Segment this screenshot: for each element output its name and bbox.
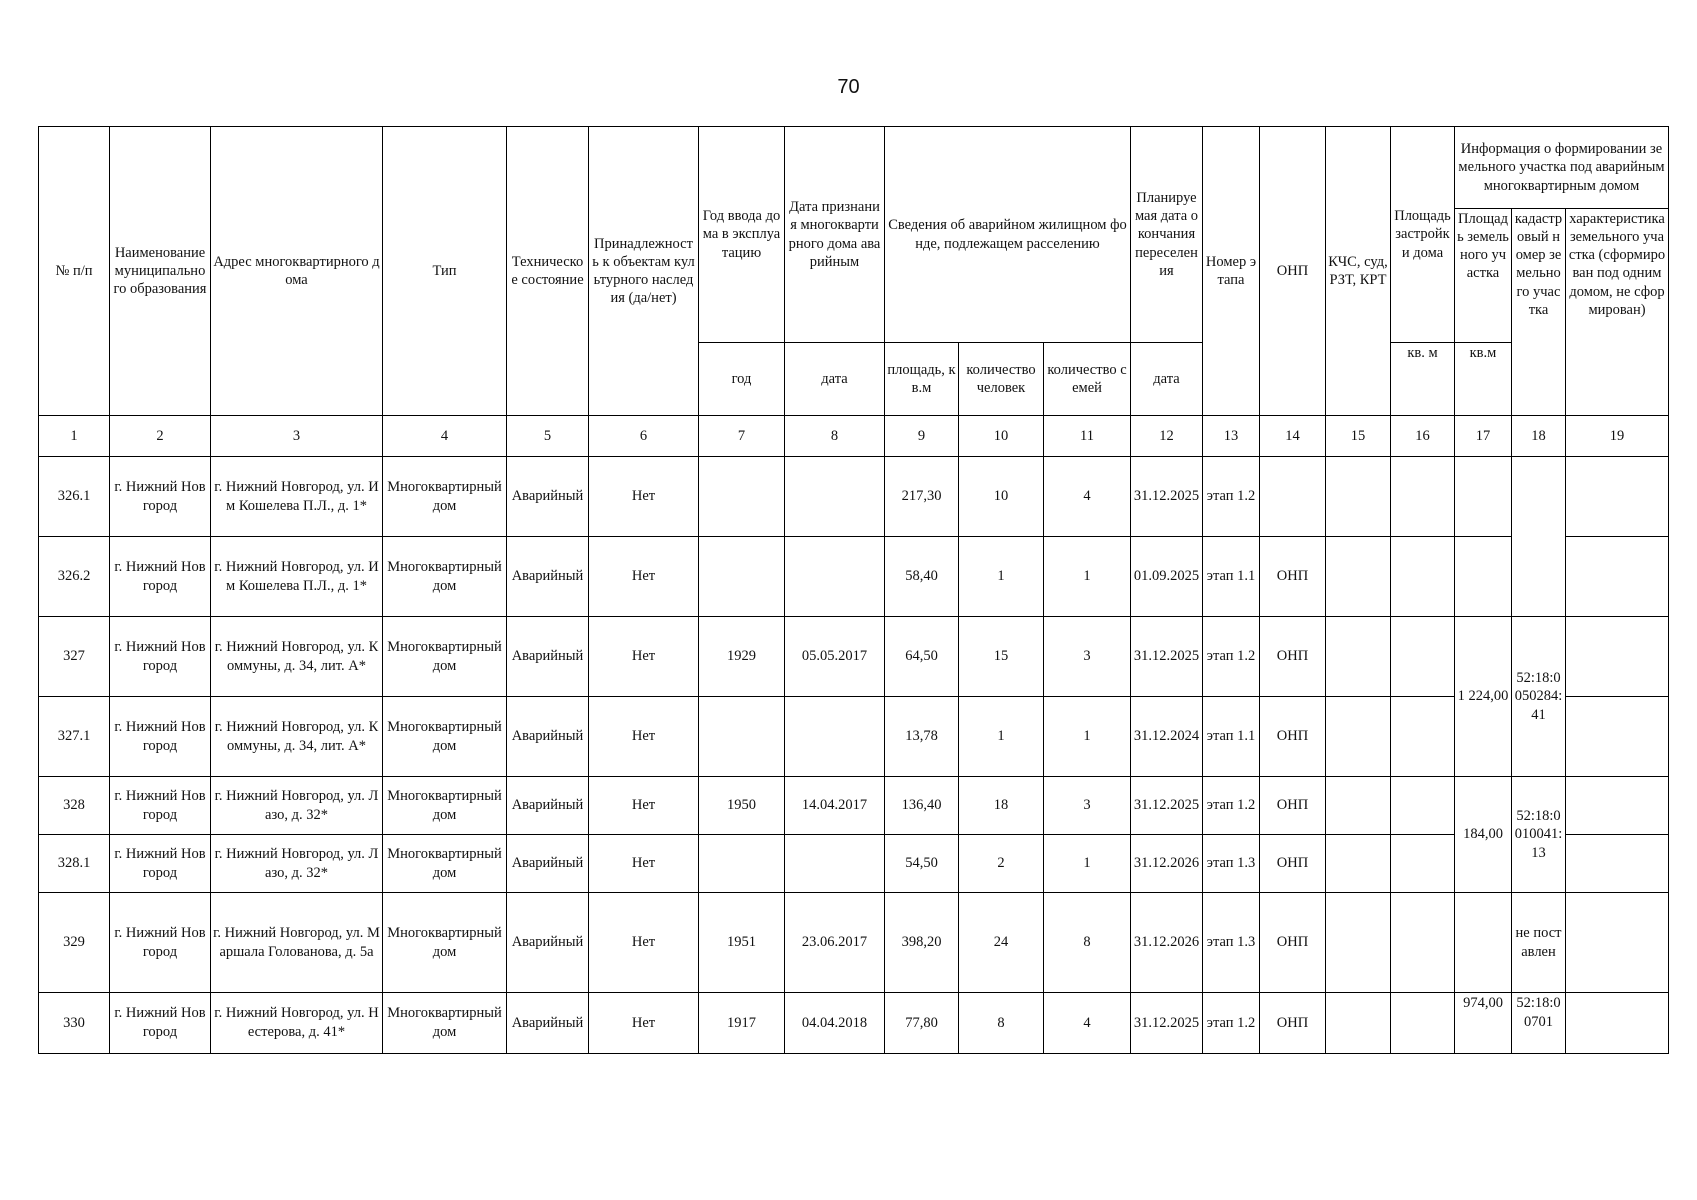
cell-kchs bbox=[1326, 697, 1391, 777]
cell-plan-date: 31.12.2025 bbox=[1131, 457, 1203, 537]
column-number: 6 bbox=[589, 416, 699, 457]
cell-people: 24 bbox=[959, 893, 1044, 993]
cell-kchs bbox=[1326, 537, 1391, 617]
cell-state: Аварийный bbox=[507, 777, 589, 835]
cell-build-area bbox=[1391, 537, 1455, 617]
cell-families: 3 bbox=[1044, 617, 1131, 697]
cell-people: 2 bbox=[959, 835, 1044, 893]
cell-number: 327.1 bbox=[39, 697, 110, 777]
header-municipality: Наименование муниципального образования bbox=[110, 127, 211, 416]
cell-address: г. Нижний Новгород, ул. Нестерова, д. 41* bbox=[211, 993, 383, 1054]
cell-kchs bbox=[1326, 617, 1391, 697]
header-cadastral: кадастровый номер земельного участка bbox=[1512, 209, 1566, 416]
cell-date bbox=[785, 835, 885, 893]
column-number: 3 bbox=[211, 416, 383, 457]
cell-land-character bbox=[1566, 697, 1669, 777]
column-number: 10 bbox=[959, 416, 1044, 457]
cell-families: 4 bbox=[1044, 993, 1131, 1054]
cell-land-area: 1 224,00 bbox=[1455, 617, 1512, 777]
cell-area: 217,30 bbox=[885, 457, 959, 537]
cell-kchs bbox=[1326, 777, 1391, 835]
cell-families: 8 bbox=[1044, 893, 1131, 993]
cell-cadastral: 52:18:0050284:41 bbox=[1512, 617, 1566, 777]
column-number: 8 bbox=[785, 416, 885, 457]
cell-kchs bbox=[1326, 893, 1391, 993]
header-land-area: Площадь земельного участка bbox=[1455, 209, 1512, 343]
cell-type: Многоквартирный дом bbox=[383, 697, 507, 777]
cell-area: 64,50 bbox=[885, 617, 959, 697]
cell-stage: этап 1.3 bbox=[1203, 893, 1260, 993]
column-number: 7 bbox=[699, 416, 785, 457]
subheader-date: дата bbox=[785, 343, 885, 416]
cell-land-area bbox=[1455, 893, 1512, 993]
cell-families: 1 bbox=[1044, 697, 1131, 777]
header-stage: Номер этапа bbox=[1203, 127, 1260, 416]
cell-stage: этап 1.3 bbox=[1203, 835, 1260, 893]
header-number: № п/п bbox=[39, 127, 110, 416]
subheader-area: площадь, кв.м bbox=[885, 343, 959, 416]
cell-number: 326.1 bbox=[39, 457, 110, 537]
emergency-housing-table bbox=[38, 126, 1669, 1054]
cell-onp: ОНП bbox=[1260, 617, 1326, 697]
cell-build-area bbox=[1391, 993, 1455, 1054]
cell-type: Многоквартирный дом bbox=[383, 835, 507, 893]
cell-land-character bbox=[1566, 537, 1669, 617]
cell-address: г. Нижний Новгород, ул. Им Кошелева П.Л., д. 1* bbox=[211, 457, 383, 537]
column-number: 17 bbox=[1455, 416, 1512, 457]
cell-cadastral: не поставлен bbox=[1512, 893, 1566, 993]
cell-plan-date: 01.09.2025 bbox=[1131, 537, 1203, 617]
cell-year: 1929 bbox=[699, 617, 785, 697]
column-number: 11 bbox=[1044, 416, 1131, 457]
cell-year bbox=[699, 537, 785, 617]
header-tech-state: Техническое состояние bbox=[507, 127, 589, 416]
table-row bbox=[39, 893, 1669, 993]
cell-stage: этап 1.2 bbox=[1203, 457, 1260, 537]
subheader-plan-date: дата bbox=[1131, 343, 1203, 416]
cell-land-area bbox=[1455, 457, 1512, 537]
cell-plan-date: 31.12.2026 bbox=[1131, 893, 1203, 993]
cell-onp: ОНП bbox=[1260, 893, 1326, 993]
cell-land-area bbox=[1455, 537, 1512, 617]
cell-address: г. Нижний Новгород, ул. Маршала Голованова, д. 5а bbox=[211, 893, 383, 993]
cell-address: г. Нижний Новгород, ул. Им Кошелева П.Л., д. 1* bbox=[211, 537, 383, 617]
cell-land-character bbox=[1566, 777, 1669, 835]
table-row bbox=[39, 835, 1669, 893]
cell-build-area bbox=[1391, 617, 1455, 697]
cell-land-character bbox=[1566, 993, 1669, 1054]
cell-families: 3 bbox=[1044, 777, 1131, 835]
cell-municipality: г. Нижний Новгород bbox=[110, 993, 211, 1054]
cell-heritage: Нет bbox=[589, 835, 699, 893]
cell-land-character bbox=[1566, 457, 1669, 537]
header-emergency-fund: Сведения об аварийном жилищном фонде, подлежащем расселению bbox=[885, 127, 1131, 343]
cell-kchs bbox=[1326, 457, 1391, 537]
cell-type: Многоквартирный дом bbox=[383, 537, 507, 617]
cell-people: 1 bbox=[959, 537, 1044, 617]
cell-onp bbox=[1260, 457, 1326, 537]
table-row bbox=[39, 537, 1669, 617]
cell-number: 328 bbox=[39, 777, 110, 835]
cell-plan-date: 31.12.2024 bbox=[1131, 697, 1203, 777]
cell-municipality: г. Нижний Новгород bbox=[110, 697, 211, 777]
column-number: 18 bbox=[1512, 416, 1566, 457]
cell-families: 1 bbox=[1044, 835, 1131, 893]
column-number: 15 bbox=[1326, 416, 1391, 457]
cell-heritage: Нет bbox=[589, 893, 699, 993]
cell-cadastral: 52:18:0010041:13 bbox=[1512, 777, 1566, 893]
cell-area: 398,20 bbox=[885, 893, 959, 993]
cell-number: 326.2 bbox=[39, 537, 110, 617]
cell-type: Многоквартирный дом bbox=[383, 777, 507, 835]
column-number: 13 bbox=[1203, 416, 1260, 457]
cell-build-area bbox=[1391, 893, 1455, 993]
cell-year: 1917 bbox=[699, 993, 785, 1054]
cell-build-area bbox=[1391, 697, 1455, 777]
cell-area: 77,80 bbox=[885, 993, 959, 1054]
cell-families: 4 bbox=[1044, 457, 1131, 537]
cell-number: 327 bbox=[39, 617, 110, 697]
column-number: 14 bbox=[1260, 416, 1326, 457]
cell-date bbox=[785, 457, 885, 537]
cell-municipality: г. Нижний Новгород bbox=[110, 893, 211, 993]
cell-build-area bbox=[1391, 457, 1455, 537]
column-number-row bbox=[39, 416, 1669, 457]
table-row bbox=[39, 993, 1669, 1054]
subheader-year: год bbox=[699, 343, 785, 416]
cell-stage: этап 1.1 bbox=[1203, 697, 1260, 777]
header-year: Год ввода дома в эксплуатацию bbox=[699, 127, 785, 343]
subheader-families: количество семей bbox=[1044, 343, 1131, 416]
header-land-character: характеристика земельного участка (сформирован под одним домом, не сформирован) bbox=[1566, 209, 1669, 416]
column-number: 4 bbox=[383, 416, 507, 457]
cell-state: Аварийный bbox=[507, 835, 589, 893]
cell-type: Многоквартирный дом bbox=[383, 457, 507, 537]
header-heritage: Принадлежность к объектам культурного наследия (да/нет) bbox=[589, 127, 699, 416]
header-planned-date: Планируемая дата окончания переселения bbox=[1131, 127, 1203, 343]
cell-kchs bbox=[1326, 835, 1391, 893]
cell-municipality: г. Нижний Новгород bbox=[110, 537, 211, 617]
cell-plan-date: 31.12.2025 bbox=[1131, 617, 1203, 697]
cell-type: Многоквартирный дом bbox=[383, 993, 507, 1054]
cell-people: 18 bbox=[959, 777, 1044, 835]
cell-number: 330 bbox=[39, 993, 110, 1054]
cell-people: 1 bbox=[959, 697, 1044, 777]
subheader-land-area: кв.м bbox=[1455, 343, 1512, 416]
subheader-people: количество человек bbox=[959, 343, 1044, 416]
cell-type: Многоквартирный дом bbox=[383, 893, 507, 993]
cell-municipality: г. Нижний Новгород bbox=[110, 617, 211, 697]
cell-state: Аварийный bbox=[507, 697, 589, 777]
cell-people: 8 bbox=[959, 993, 1044, 1054]
cell-state: Аварийный bbox=[507, 537, 589, 617]
cell-stage: этап 1.2 bbox=[1203, 617, 1260, 697]
cell-state: Аварийный bbox=[507, 893, 589, 993]
cell-build-area bbox=[1391, 835, 1455, 893]
cell-date bbox=[785, 697, 885, 777]
cell-stage: этап 1.1 bbox=[1203, 537, 1260, 617]
cell-municipality: г. Нижний Новгород bbox=[110, 777, 211, 835]
column-number: 2 bbox=[110, 416, 211, 457]
cell-land-character bbox=[1566, 893, 1669, 993]
cell-land-character bbox=[1566, 617, 1669, 697]
cell-land-area: 184,00 bbox=[1455, 777, 1512, 893]
cell-address: г. Нижний Новгород, ул. Лазо, д. 32* bbox=[211, 777, 383, 835]
column-number: 9 bbox=[885, 416, 959, 457]
column-number: 19 bbox=[1566, 416, 1669, 457]
cell-heritage: Нет bbox=[589, 993, 699, 1054]
cell-onp: ОНП bbox=[1260, 835, 1326, 893]
cell-state: Аварийный bbox=[507, 457, 589, 537]
cell-area: 54,50 bbox=[885, 835, 959, 893]
header-type: Тип bbox=[383, 127, 507, 416]
cell-people: 10 bbox=[959, 457, 1044, 537]
table-row bbox=[39, 617, 1669, 697]
cell-year bbox=[699, 835, 785, 893]
table-row bbox=[39, 457, 1669, 537]
cell-date: 23.06.2017 bbox=[785, 893, 885, 993]
cell-heritage: Нет bbox=[589, 457, 699, 537]
cell-date bbox=[785, 537, 885, 617]
cell-address: г. Нижний Новгород, ул. Лазо, д. 32* bbox=[211, 835, 383, 893]
cell-municipality: г. Нижний Новгород bbox=[110, 835, 211, 893]
cell-heritage: Нет bbox=[589, 537, 699, 617]
header-onp: ОНП bbox=[1260, 127, 1326, 416]
column-number: 1 bbox=[39, 416, 110, 457]
cell-number: 329 bbox=[39, 893, 110, 993]
cell-onp: ОНП bbox=[1260, 537, 1326, 617]
column-number: 5 bbox=[507, 416, 589, 457]
cell-year: 1951 bbox=[699, 893, 785, 993]
cell-land-area: 974,00 bbox=[1455, 993, 1512, 1054]
table-row bbox=[39, 777, 1669, 835]
cell-stage: этап 1.2 bbox=[1203, 777, 1260, 835]
cell-onp: ОНП bbox=[1260, 993, 1326, 1054]
column-number: 16 bbox=[1391, 416, 1455, 457]
subheader-build-area: кв. м bbox=[1391, 343, 1455, 416]
cell-area: 58,40 bbox=[885, 537, 959, 617]
cell-number: 328.1 bbox=[39, 835, 110, 893]
header-kchs: КЧС, суд, РЗТ, КРТ bbox=[1326, 127, 1391, 416]
cell-date: 14.04.2017 bbox=[785, 777, 885, 835]
cell-state: Аварийный bbox=[507, 993, 589, 1054]
cell-land-character bbox=[1566, 835, 1669, 893]
cell-heritage: Нет bbox=[589, 697, 699, 777]
cell-plan-date: 31.12.2025 bbox=[1131, 993, 1203, 1054]
cell-plan-date: 31.12.2025 bbox=[1131, 777, 1203, 835]
cell-cadastral: 52:18:00701 bbox=[1512, 993, 1566, 1054]
cell-year bbox=[699, 697, 785, 777]
cell-municipality: г. Нижний Новгород bbox=[110, 457, 211, 537]
cell-plan-date: 31.12.2026 bbox=[1131, 835, 1203, 893]
table-row bbox=[39, 697, 1669, 777]
cell-state: Аварийный bbox=[507, 617, 589, 697]
page-number: 70 bbox=[837, 76, 860, 98]
cell-address: г. Нижний Новгород, ул. Коммуны, д. 34, лит. А* bbox=[211, 617, 383, 697]
cell-onp: ОНП bbox=[1260, 697, 1326, 777]
header-land-info: Информация о формировании земельного участка под аварийным многоквартирным домом bbox=[1455, 127, 1669, 209]
cell-build-area bbox=[1391, 777, 1455, 835]
cell-heritage: Нет bbox=[589, 777, 699, 835]
header-address: Адрес многоквартирного дома bbox=[211, 127, 383, 416]
cell-kchs bbox=[1326, 993, 1391, 1054]
cell-type: Многоквартирный дом bbox=[383, 617, 507, 697]
cell-date: 05.05.2017 bbox=[785, 617, 885, 697]
cell-onp: ОНП bbox=[1260, 777, 1326, 835]
cell-cadastral bbox=[1512, 457, 1566, 617]
cell-date: 04.04.2018 bbox=[785, 993, 885, 1054]
cell-year bbox=[699, 457, 785, 537]
cell-people: 15 bbox=[959, 617, 1044, 697]
cell-families: 1 bbox=[1044, 537, 1131, 617]
cell-year: 1950 bbox=[699, 777, 785, 835]
cell-stage: этап 1.2 bbox=[1203, 993, 1260, 1054]
header-build-area: Площадь застройки дома bbox=[1391, 127, 1455, 343]
column-number: 12 bbox=[1131, 416, 1203, 457]
cell-address: г. Нижний Новгород, ул. Коммуны, д. 34, лит. А* bbox=[211, 697, 383, 777]
cell-area: 13,78 bbox=[885, 697, 959, 777]
cell-area: 136,40 bbox=[885, 777, 959, 835]
header-recognition-date: Дата признания многоквартирного дома аварийным bbox=[785, 127, 885, 343]
cell-heritage: Нет bbox=[589, 617, 699, 697]
